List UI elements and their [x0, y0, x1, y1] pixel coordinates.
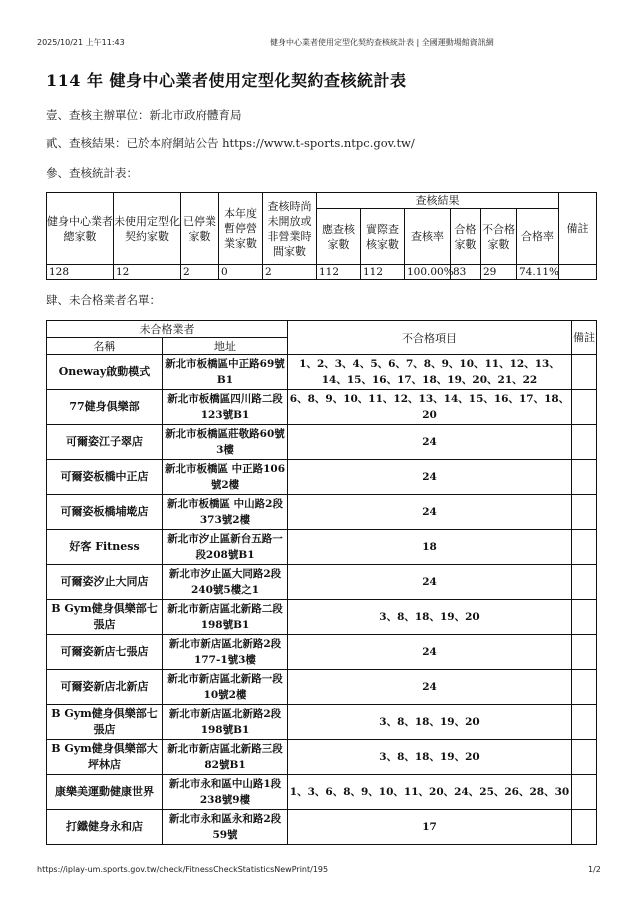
- vendor-failed-items: 3、8、18、19、20: [288, 740, 572, 775]
- vendor-remarks: [572, 565, 597, 600]
- table-row: [47, 425, 597, 460]
- vendor-failed-items: 24: [288, 565, 572, 600]
- vendor-address: 新北市汐止區大同路2段240號5樓之1: [163, 565, 288, 600]
- vendor-name: 好客 Fitness: [47, 530, 163, 565]
- vendor-address: 新北市新店區北新路三段82號B1: [163, 740, 288, 775]
- vendor-remarks: [572, 670, 597, 705]
- table-row: [47, 355, 597, 390]
- section-fail-heading: 肆、未合格業者名單：: [46, 293, 161, 307]
- vendor-name: B Gym健身俱樂部大坪林店: [47, 740, 163, 775]
- vendor-remarks: [572, 425, 597, 460]
- vendor-address: 新北市板橋區 中山路2段373號2樓: [163, 495, 288, 530]
- vendor-address: 新北市汐止區新台五路一段208號B1: [163, 530, 288, 565]
- vendor-name: 可爾姿新店七張店: [47, 635, 163, 670]
- vendor-failed-items: 1、3、6、8、9、10、11、20、24、25、26、28、30: [288, 775, 572, 810]
- header-closed: 已停業家數: [181, 193, 219, 265]
- header-fail-remarks: 備註: [572, 321, 597, 355]
- vendor-remarks: [572, 810, 597, 845]
- vendor-address: 新北市新店區北新路二段198號B1: [163, 600, 288, 635]
- vendor-failed-items: 24: [288, 670, 572, 705]
- table-row: [47, 495, 597, 530]
- table-row: [47, 565, 597, 600]
- vendor-failed-items: 18: [288, 530, 572, 565]
- vendor-failed-items: 17: [288, 810, 572, 845]
- vendor-address: 新北市新店區北新路一段10號2樓: [163, 670, 288, 705]
- vendor-failed-items: 3、8、18、19、20: [288, 600, 572, 635]
- vendor-name: 可爾姿板橋中正店: [47, 460, 163, 495]
- print-datetime: 2025/10/21 上午11:43: [37, 38, 125, 47]
- table-row: [47, 600, 597, 635]
- header-fail-group: 未合格業者: [47, 321, 288, 338]
- value-passed: 83: [451, 265, 481, 280]
- table-row: [47, 390, 597, 425]
- value-pass-rate: 74.11%: [517, 265, 559, 280]
- value-suspended: 0: [219, 265, 263, 280]
- value-rate: 100.00%: [405, 265, 451, 280]
- value-unused: 12: [114, 265, 181, 280]
- section-result: 貳、查核結果：已於本府網站公告 https://www.t-sports.ntpc.gov.tw/: [46, 136, 415, 150]
- vendor-failed-items: 24: [288, 425, 572, 460]
- vendor-failed-items: 24: [288, 495, 572, 530]
- header-remarks: 備註: [559, 193, 597, 265]
- vendor-failed-items: 3、8、18、19、20: [288, 705, 572, 740]
- vendor-failed-items: 24: [288, 460, 572, 495]
- section-stats-heading: 參、查核統計表：: [46, 166, 138, 180]
- print-page-title: 健身中心業者使用定型化契約查核統計表 | 全國運動場館資訊網: [270, 38, 494, 47]
- statistics-table: [46, 192, 597, 280]
- value-total: 128: [47, 265, 114, 280]
- vendor-remarks: [572, 600, 597, 635]
- vendor-remarks: [572, 355, 597, 390]
- vendor-address: 新北市板橋區 中正路106號2樓: [163, 460, 288, 495]
- vendor-address: 新北市板橋區莊敬路60號3樓: [163, 425, 288, 460]
- value-should-check: 112: [317, 265, 361, 280]
- vendor-remarks: [572, 705, 597, 740]
- vendor-remarks: [572, 530, 597, 565]
- document-title: 114 年 健身中心業者使用定型化契約查核統計表: [46, 71, 407, 90]
- value-not-open: 2: [263, 265, 317, 280]
- header-unused: 未使用定型化契約家數: [114, 193, 181, 265]
- header-actual-check: 實際查核家數: [361, 209, 405, 265]
- table-row: [47, 460, 597, 495]
- header-fail-address: 地址: [163, 338, 288, 355]
- section-organizer: 壹、查核主辦單位：新北市政府體育局: [46, 108, 242, 122]
- vendor-address: 新北市永和區中山路1段238號9樓: [163, 775, 288, 810]
- vendor-name: 打鐵健身永和店: [47, 810, 163, 845]
- vendor-address: 新北市新店區北新路2段177-1號3樓: [163, 635, 288, 670]
- header-not-open: 查核時尚未開放或非營業時間家數: [263, 193, 317, 265]
- header-failed: 不合格家數: [481, 209, 517, 265]
- vendor-remarks: [572, 740, 597, 775]
- print-page-number: 1/2: [588, 865, 601, 874]
- table-row: [47, 705, 597, 740]
- value-remarks: [559, 265, 597, 280]
- vendor-address: 新北市新店區北新路2段198號B1: [163, 705, 288, 740]
- value-failed: 29: [481, 265, 517, 280]
- vendor-name: Oneway啟動模式: [47, 355, 163, 390]
- header-should-check: 應查核家數: [317, 209, 361, 265]
- header-pass-rate: 合格率: [517, 209, 559, 265]
- print-url: https://iplay-um.sports.gov.tw/check/FitnessCheckStatisticsNewPrint/195: [37, 865, 329, 874]
- header-total: 健身中心業者總家數: [47, 193, 114, 265]
- vendor-address: 新北市板橋區四川路二段123號B1: [163, 390, 288, 425]
- vendor-name: 可爾姿板橋埔墘店: [47, 495, 163, 530]
- header-rate: 查核率: [405, 209, 451, 265]
- vendor-remarks: [572, 460, 597, 495]
- table-row: [47, 775, 597, 810]
- table-row: [47, 740, 597, 775]
- header-results-group: 查核結果: [317, 193, 559, 209]
- header-suspended: 本年度暫停營業家數: [219, 193, 263, 265]
- value-closed: 2: [181, 265, 219, 280]
- vendor-address: 新北市板橋區中正路69號B1: [163, 355, 288, 390]
- table-row: [47, 670, 597, 705]
- vendor-remarks: [572, 775, 597, 810]
- header-fail-name: 名稱: [47, 338, 163, 355]
- vendor-failed-items: 1、2、3、4、5、6、7、8、9、10、11、12、13、14、15、16、17、18、19、20、21、22: [288, 355, 572, 390]
- vendor-remarks: [572, 390, 597, 425]
- header-passed: 合格家數: [451, 209, 481, 265]
- vendor-failed-items: 24: [288, 635, 572, 670]
- vendor-name: 77健身俱樂部: [47, 390, 163, 425]
- vendor-failed-items: 6、8、9、10、11、12、13、14、15、16、17、18、20: [288, 390, 572, 425]
- table-row: [47, 810, 597, 845]
- failed-vendors-table: [46, 320, 597, 845]
- vendor-name: 可爾姿新店北新店: [47, 670, 163, 705]
- vendor-name: 可爾姿江子翠店: [47, 425, 163, 460]
- vendor-name: B Gym健身俱樂部七張店: [47, 705, 163, 740]
- vendor-name: B Gym健身俱樂部七張店: [47, 600, 163, 635]
- vendor-name: 可爾姿汐止大同店: [47, 565, 163, 600]
- vendor-remarks: [572, 635, 597, 670]
- header-fail-items: 不合格項目: [288, 321, 572, 355]
- value-actual-check: 112: [361, 265, 405, 280]
- vendor-remarks: [572, 495, 597, 530]
- table-row: [47, 635, 597, 670]
- vendor-address: 新北市永和區永和路2段59號: [163, 810, 288, 845]
- table-row: [47, 530, 597, 565]
- vendor-name: 康樂美運動健康世界: [47, 775, 163, 810]
